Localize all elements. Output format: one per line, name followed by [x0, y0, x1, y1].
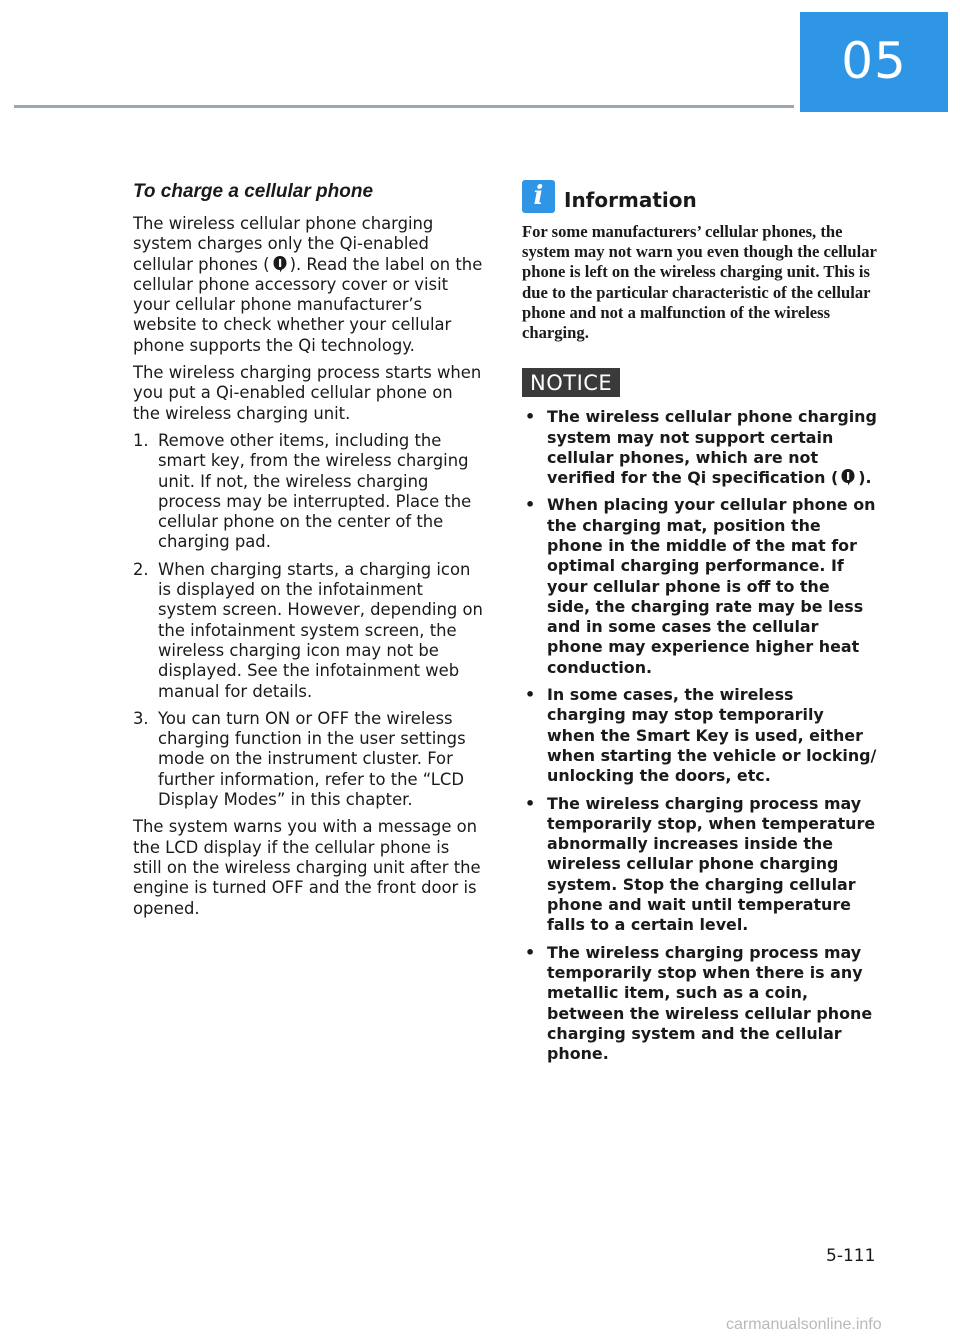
step-number: 3. — [133, 708, 149, 728]
step-item — [133, 560, 483, 702]
notice-item-text: The wireless charging process may temporarily stop, when temperature abnormally increases inside the wireless cellular phone charging system. Stop the charging cellular phone and wait until temperature falls to a certain level. — [547, 793, 876, 935]
page-number: 5-111 — [826, 1246, 876, 1266]
step-text: When charging starts, a charging icon is displayed on the infotainment system screen. However, depending on the infotainment system screen, the wireless charging icon may not be displayed. See the infotainment web manual for details. — [158, 559, 483, 701]
notice-item-text: In some cases, the wireless charging may stop temporarily when the Smart Key is used, either when starting the vehicle or locking/ unlocking the doors, etc. — [547, 685, 877, 786]
chapter-number: 05 — [841, 32, 907, 90]
step-number: 1. — [133, 430, 149, 450]
step-item — [133, 431, 483, 553]
qi-icon — [272, 255, 288, 273]
qi-icon — [840, 468, 856, 486]
notice-item — [522, 495, 877, 678]
steps-list — [133, 431, 483, 810]
notice-badge: NOTICE — [522, 368, 620, 397]
bullet: • — [525, 793, 536, 813]
notice-item — [522, 685, 877, 786]
step-number: 2. — [133, 559, 149, 579]
notice-item — [522, 943, 877, 1065]
notice-item-text: When placing your cellular phone on the charging mat, position the phone in the middle of the mat for optimal charging performance. If your cellular phone is off to the side, the charging rate may be less and in some cases the cellular phone may experience higher heat conduction. — [547, 495, 876, 677]
header-rule — [14, 105, 794, 108]
paragraph-charging-start: The wireless charging process starts when you put a Qi-enabled cellular phone on the wireless charging unit. — [133, 363, 482, 423]
chapter-tab — [800, 12, 948, 112]
information-title: Information — [564, 188, 697, 212]
bullet: • — [525, 495, 536, 515]
notice-item — [522, 794, 877, 936]
right-column — [522, 180, 877, 1071]
notice-item — [522, 407, 877, 488]
step-text: You can turn ON or OFF the wireless charging function in the user settings mode on the instrument cluster. For further information, refer to the “LCD Display Modes” in this chapter. — [158, 708, 466, 810]
paragraph-qi-support-text-a: The wireless cellular phone charging system charges only the Qi-enabled cellular phones ( — [133, 214, 434, 274]
information-text: For some manufacturers’ cellular phones, the system may not warn you even though the cellular phone is left on the wireless charging unit. This is due to the particular characteristic of the cellular phone and not a malfunction of the wireless charging. — [522, 222, 877, 343]
notice-item-text: The wireless charging process may temporarily stop when there is any metallic item, such as a coin, between the wireless cellular phone charging system and the cellular phone. — [547, 942, 873, 1064]
notice-item-text-b: ). — [858, 468, 872, 488]
information-icon: i — [522, 180, 555, 213]
notice-list — [522, 407, 877, 1064]
notice-item-text-a: The wireless cellular phone charging system may not support certain cellular phones, which are not verified for the Qi specification ( — [547, 407, 877, 488]
watermark: carmanualsonline.info — [726, 1316, 882, 1333]
step-text: Remove other items, including the smart key, from the wireless charging unit. If not, the wireless charging process may be interrupted. Place the cellular phone on the center of the charging pad. — [158, 430, 472, 552]
left-column — [133, 180, 483, 926]
bullet: • — [525, 407, 536, 427]
paragraph-qi-support — [133, 214, 483, 356]
paragraph-qi-support-text-b: ). Read the label on the cellular phone accessory cover or visit your cellular phone manufacturer’s website to check whether your cellular phone supports the Qi technology. — [133, 254, 483, 355]
information-header — [522, 180, 877, 220]
step-item — [133, 709, 483, 810]
section-title: To charge a cellular phone — [133, 181, 374, 202]
bullet: • — [525, 942, 536, 962]
paragraph-warning: The system warns you with a message on the LCD display if the cellular phone is still on the wireless charging unit after the engine is turned OFF and the front door is opened. — [133, 817, 481, 918]
bullet: • — [525, 685, 536, 705]
